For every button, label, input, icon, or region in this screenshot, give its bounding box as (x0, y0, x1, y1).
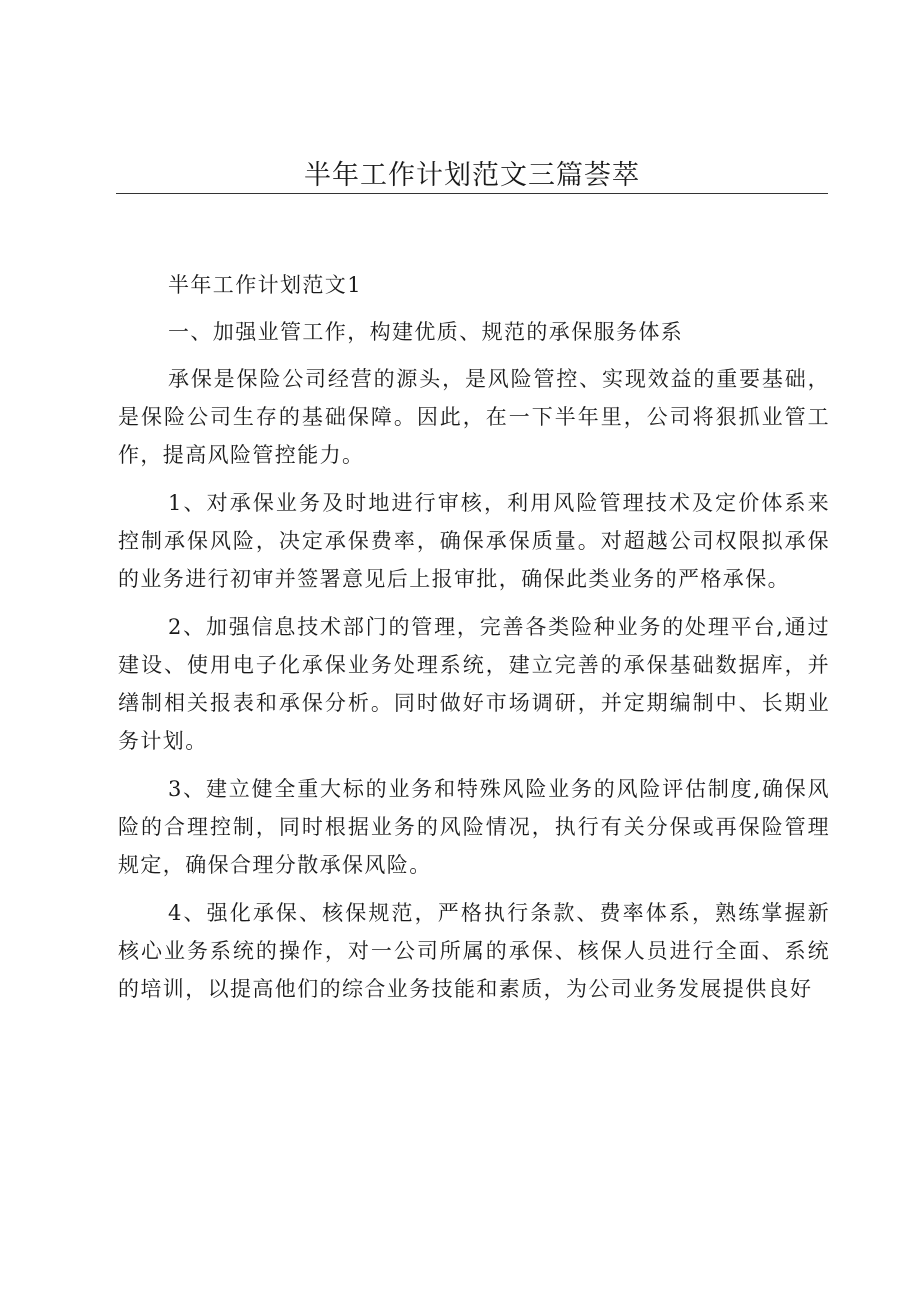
paragraph-item-4: 4、强化承保、核保规范，严格执行条款、费率体系，熟练掌握新核心业务系统的操作，对一公司所属的承保、核保人员进行全面、系统的培训，以提高他们的综合业务技能和素质，为公司业务发展提供良好 (118, 901, 830, 1001)
subheading: 一、加强业管工作，构建优质、规范的承保服务体系 (168, 320, 684, 344)
paragraph-item-2: 2、加强信息技术部门的管理，完善各类险种业务的处理平台,通过建设、使用电子化承保业务处理系统，建立完善的承保基础数据库，并缮制相关报表和承保分析。同时做好市场调研，并定期编制中、长期业务计划。 (118, 615, 830, 753)
title-underline (116, 193, 828, 194)
section-heading: 半年工作计划范文1 (168, 273, 362, 297)
paragraph-item-1: 1、对承保业务及时地进行审核，利用风险管理技术及定价体系来控制承保风险，决定承保费率，确保承保质量。对超越公司权限拟承保的业务进行初审并签署意见后上报审批，确保此类业务的严格承保。 (118, 491, 830, 591)
paragraph-item-3: 3、建立健全重大标的业务和特殊风险业务的风险评估制度,确保风险的合理控制，同时根据业务的风险情况，执行有关分保或再保险管理规定，确保合理分散承保风险。 (118, 777, 830, 877)
paragraph-intro: 承保是保险公司经营的源头，是风险管控、实现效益的重要基础，是保险公司生存的基础保障。因此，在一下半年里，公司将狠抓业管工作，提高风险管控能力。 (118, 367, 830, 467)
document-title: 半年工作计划范文三篇荟萃 (304, 160, 640, 191)
document-body (118, 266, 830, 1008)
